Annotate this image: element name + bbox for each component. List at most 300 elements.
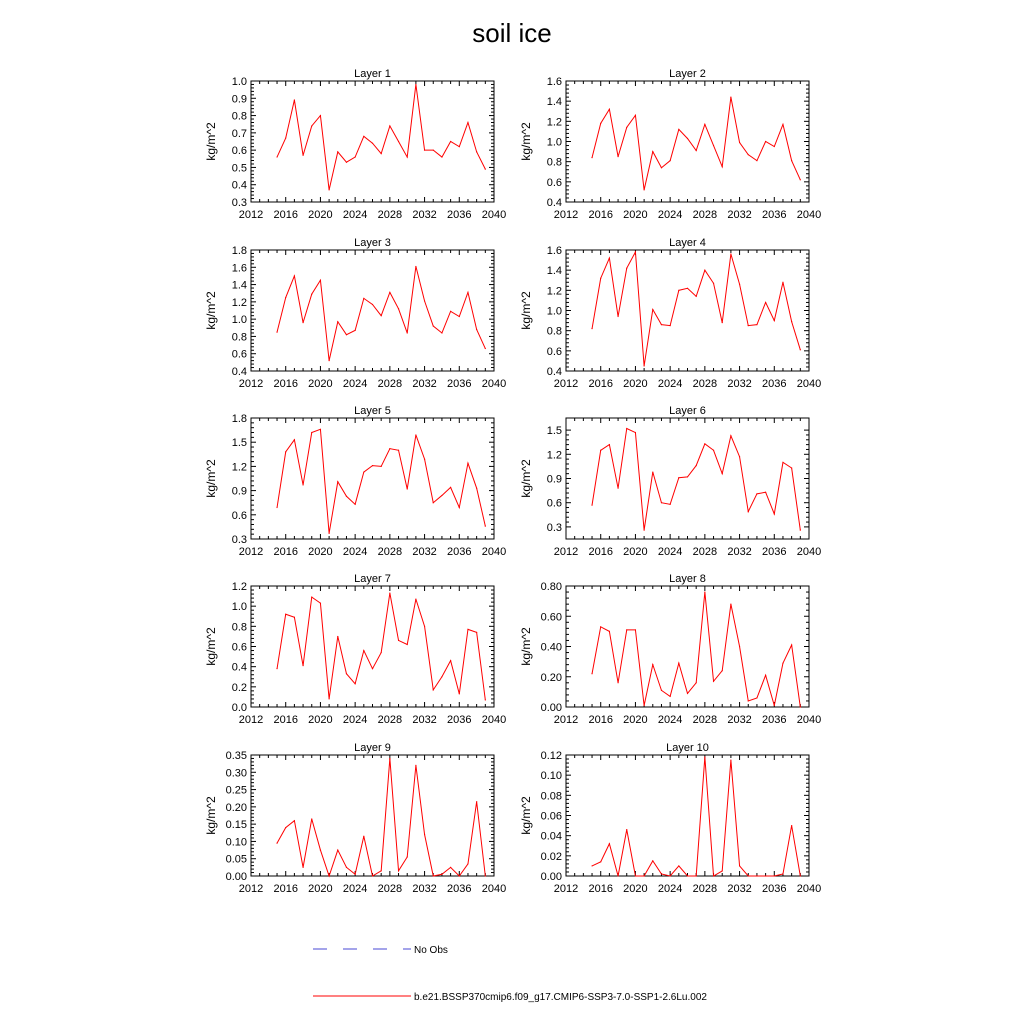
x-tick-label: 2040 bbox=[796, 546, 822, 558]
y-tick-label: 1.2 bbox=[546, 285, 562, 298]
data-point bbox=[329, 875, 330, 876]
data-point bbox=[372, 875, 373, 876]
y-tick-label: 0.9 bbox=[231, 93, 247, 106]
data-point bbox=[424, 834, 425, 835]
y-tick-label: 0.10 bbox=[225, 836, 247, 849]
data-point bbox=[756, 697, 757, 698]
data-point bbox=[407, 644, 408, 645]
data-point bbox=[774, 875, 775, 876]
data-point bbox=[687, 693, 688, 694]
data-point bbox=[337, 636, 338, 637]
plot-frame bbox=[251, 418, 494, 539]
y-tick-label: 0.5 bbox=[231, 162, 247, 175]
y-tick-label: 0.04 bbox=[540, 830, 562, 843]
x-tick-label: 2040 bbox=[481, 378, 507, 390]
data-point bbox=[485, 348, 486, 349]
data-point bbox=[459, 316, 460, 317]
plot-frame bbox=[566, 81, 809, 202]
data-point bbox=[652, 309, 653, 310]
data-point bbox=[687, 138, 688, 139]
data-point bbox=[644, 530, 645, 531]
data-point bbox=[285, 297, 286, 298]
data-point bbox=[415, 765, 416, 766]
plot-frame bbox=[251, 81, 494, 202]
data-point bbox=[591, 505, 592, 506]
y-tick-label: 1.5 bbox=[231, 437, 247, 450]
data-point bbox=[609, 109, 610, 110]
data-point bbox=[600, 861, 601, 862]
y-tick-label: 0.15 bbox=[225, 819, 247, 832]
data-point bbox=[800, 875, 801, 876]
x-tick-label: 2012 bbox=[238, 883, 264, 895]
x-tick-label: 2032 bbox=[727, 546, 752, 558]
data-point bbox=[652, 471, 653, 472]
x-tick-label: 2040 bbox=[796, 209, 822, 221]
data-point bbox=[450, 141, 451, 142]
data-point bbox=[704, 124, 705, 125]
data-point bbox=[459, 693, 460, 694]
data-point bbox=[459, 507, 460, 508]
y-tick-label: 0.30 bbox=[225, 767, 247, 780]
y-tick-label: 0.10 bbox=[540, 770, 562, 783]
data-point bbox=[800, 349, 801, 350]
y-tick-label: 0.40 bbox=[540, 641, 562, 654]
x-tick-label: 2020 bbox=[623, 714, 648, 726]
y-tick-label: 0.80 bbox=[540, 581, 562, 593]
x-tick-label: 2016 bbox=[588, 209, 613, 221]
data-point bbox=[678, 663, 679, 664]
data-point bbox=[730, 253, 731, 254]
data-point bbox=[302, 867, 303, 868]
data-point bbox=[756, 160, 757, 161]
data-point bbox=[337, 481, 338, 482]
data-point bbox=[696, 682, 697, 683]
x-tick-label: 2036 bbox=[447, 546, 472, 558]
x-tick-label: 2016 bbox=[273, 378, 298, 390]
data-point bbox=[617, 875, 618, 876]
data-point bbox=[485, 169, 486, 170]
x-tick-label: 2024 bbox=[657, 883, 683, 895]
data-point bbox=[407, 156, 408, 157]
data-point bbox=[670, 160, 671, 161]
data-point bbox=[626, 829, 627, 830]
data-point bbox=[670, 696, 671, 697]
data-point bbox=[407, 856, 408, 857]
y-tick-label: 0.02 bbox=[540, 850, 562, 863]
data-point bbox=[644, 705, 645, 706]
data-point bbox=[782, 462, 783, 463]
data-point bbox=[363, 650, 364, 651]
plot-frame bbox=[251, 755, 494, 876]
series-line bbox=[277, 758, 485, 876]
data-point bbox=[661, 873, 662, 874]
data-point bbox=[363, 471, 364, 472]
data-point bbox=[381, 466, 382, 467]
y-axis-label: kg/m^2 bbox=[204, 459, 218, 498]
panel-layer-7 bbox=[204, 573, 506, 726]
y-axis-label: kg/m^2 bbox=[204, 291, 218, 330]
x-tick-label: 2040 bbox=[481, 714, 507, 726]
data-point bbox=[320, 849, 321, 850]
x-tick-label: 2040 bbox=[796, 714, 822, 726]
data-point bbox=[635, 115, 636, 116]
data-point bbox=[800, 179, 801, 180]
data-point bbox=[302, 484, 303, 485]
data-point bbox=[398, 640, 399, 641]
data-point bbox=[302, 665, 303, 666]
data-point bbox=[329, 533, 330, 534]
y-tick-label: 0.00 bbox=[540, 871, 562, 883]
data-point bbox=[739, 646, 740, 647]
data-point bbox=[635, 629, 636, 630]
data-point bbox=[748, 325, 749, 326]
data-point bbox=[730, 435, 731, 436]
data-point bbox=[276, 332, 277, 333]
y-tick-label: 0.6 bbox=[546, 176, 562, 189]
data-point bbox=[381, 153, 382, 154]
data-point bbox=[600, 278, 601, 279]
legend-label-no-obs: No Obs bbox=[414, 945, 448, 956]
x-tick-label: 2020 bbox=[623, 883, 648, 895]
data-point bbox=[285, 451, 286, 452]
data-point bbox=[467, 292, 468, 293]
panel-title: Layer 2 bbox=[669, 68, 706, 80]
data-point bbox=[433, 150, 434, 151]
x-tick-label: 2036 bbox=[762, 378, 787, 390]
data-point bbox=[696, 875, 697, 876]
data-point bbox=[441, 874, 442, 875]
x-tick-label: 2028 bbox=[692, 883, 718, 895]
data-point bbox=[363, 298, 364, 299]
data-point bbox=[433, 689, 434, 690]
data-point bbox=[644, 189, 645, 190]
data-point bbox=[774, 146, 775, 147]
data-point bbox=[329, 698, 330, 699]
x-tick-label: 2012 bbox=[553, 883, 579, 895]
data-point bbox=[389, 448, 390, 449]
data-point bbox=[617, 316, 618, 317]
y-axis-label: kg/m^2 bbox=[519, 459, 533, 498]
x-tick-label: 2028 bbox=[377, 714, 403, 726]
y-tick-label: 1.4 bbox=[546, 265, 562, 278]
data-point bbox=[407, 488, 408, 489]
data-point bbox=[730, 604, 731, 605]
data-point bbox=[774, 513, 775, 514]
data-point bbox=[441, 495, 442, 496]
data-point bbox=[704, 443, 705, 444]
data-point bbox=[302, 155, 303, 156]
x-tick-label: 2020 bbox=[623, 546, 648, 558]
series-line bbox=[592, 757, 800, 876]
y-tick-label: 0.4 bbox=[231, 179, 247, 192]
y-tick-label: 1.2 bbox=[546, 449, 562, 462]
y-tick-label: 0.6 bbox=[546, 497, 562, 510]
y-tick-label: 0.4 bbox=[546, 366, 562, 378]
data-point bbox=[467, 863, 468, 864]
data-point bbox=[748, 511, 749, 512]
x-tick-label: 2024 bbox=[342, 209, 368, 221]
data-point bbox=[774, 320, 775, 321]
data-point bbox=[687, 288, 688, 289]
y-tick-label: 1.0 bbox=[231, 601, 247, 614]
data-point bbox=[485, 699, 486, 700]
panel-title: Layer 9 bbox=[354, 742, 391, 754]
data-point bbox=[450, 660, 451, 661]
x-tick-label: 2012 bbox=[553, 209, 579, 221]
x-tick-label: 2028 bbox=[377, 883, 403, 895]
data-point bbox=[591, 157, 592, 158]
data-point bbox=[748, 700, 749, 701]
data-point bbox=[320, 280, 321, 281]
x-tick-label: 2016 bbox=[273, 546, 298, 558]
legend-label-model-run: b.e21.BSSP370cmip6.f09_g17.CMIP6-SSP3-7.0-SSP1-2.6Lu.002 bbox=[414, 992, 707, 1003]
data-point bbox=[398, 870, 399, 871]
x-tick-label: 2032 bbox=[412, 714, 437, 726]
data-point bbox=[635, 432, 636, 433]
panel-title: Layer 6 bbox=[669, 405, 706, 417]
data-point bbox=[617, 488, 618, 489]
data-point bbox=[661, 167, 662, 168]
data-point bbox=[389, 758, 390, 759]
y-tick-label: 0.25 bbox=[225, 784, 247, 797]
data-point bbox=[294, 275, 295, 276]
figure-title: soil ice bbox=[472, 18, 552, 48]
x-tick-label: 2036 bbox=[447, 883, 472, 895]
data-point bbox=[311, 125, 312, 126]
panel-title: Layer 8 bbox=[669, 573, 706, 585]
y-tick-label: 0.7 bbox=[231, 127, 247, 140]
legend bbox=[313, 945, 707, 1003]
data-point bbox=[311, 596, 312, 597]
data-point bbox=[285, 827, 286, 828]
x-tick-label: 2036 bbox=[762, 883, 787, 895]
data-point bbox=[782, 124, 783, 125]
x-tick-label: 2028 bbox=[692, 546, 718, 558]
data-point bbox=[722, 870, 723, 871]
y-tick-label: 1.0 bbox=[546, 305, 562, 318]
x-tick-label: 2024 bbox=[657, 546, 683, 558]
data-point bbox=[722, 322, 723, 323]
data-point bbox=[626, 629, 627, 630]
x-tick-label: 2016 bbox=[588, 714, 613, 726]
data-point bbox=[626, 428, 627, 429]
x-tick-label: 2032 bbox=[412, 209, 437, 221]
data-point bbox=[407, 332, 408, 333]
x-tick-label: 2036 bbox=[762, 546, 787, 558]
x-tick-label: 2032 bbox=[412, 546, 437, 558]
data-point bbox=[739, 284, 740, 285]
x-tick-label: 2036 bbox=[762, 714, 787, 726]
x-tick-label: 2024 bbox=[657, 378, 683, 390]
data-point bbox=[389, 292, 390, 293]
x-tick-label: 2040 bbox=[796, 378, 822, 390]
data-point bbox=[600, 450, 601, 451]
data-point bbox=[600, 123, 601, 124]
y-tick-label: 0.8 bbox=[231, 621, 247, 634]
y-axis-label: kg/m^2 bbox=[519, 796, 533, 835]
data-point bbox=[661, 690, 662, 691]
data-point bbox=[704, 270, 705, 271]
data-point bbox=[424, 626, 425, 627]
x-tick-label: 2028 bbox=[692, 209, 718, 221]
y-axis-label: kg/m^2 bbox=[204, 796, 218, 835]
data-point bbox=[765, 141, 766, 142]
data-point bbox=[661, 502, 662, 503]
x-tick-label: 2024 bbox=[342, 546, 368, 558]
data-point bbox=[389, 125, 390, 126]
data-point bbox=[765, 302, 766, 303]
data-point bbox=[791, 321, 792, 322]
data-point bbox=[748, 875, 749, 876]
series-line bbox=[592, 252, 800, 366]
data-point bbox=[415, 434, 416, 435]
x-tick-label: 2028 bbox=[692, 378, 718, 390]
x-tick-label: 2020 bbox=[623, 378, 648, 390]
y-tick-label: 1.0 bbox=[231, 314, 247, 327]
panel-title: Layer 7 bbox=[354, 573, 391, 585]
data-point bbox=[661, 324, 662, 325]
data-point bbox=[433, 875, 434, 876]
x-tick-label: 2016 bbox=[273, 714, 298, 726]
data-point bbox=[398, 308, 399, 309]
data-point bbox=[626, 268, 627, 269]
y-tick-label: 0.8 bbox=[546, 325, 562, 338]
data-point bbox=[285, 614, 286, 615]
data-point bbox=[276, 507, 277, 508]
data-point bbox=[459, 146, 460, 147]
y-tick-label: 0.60 bbox=[540, 611, 562, 624]
y-tick-label: 0.3 bbox=[231, 197, 247, 209]
data-point bbox=[415, 266, 416, 267]
data-point bbox=[398, 141, 399, 142]
data-point bbox=[591, 673, 592, 674]
x-tick-label: 2040 bbox=[481, 883, 507, 895]
x-tick-label: 2016 bbox=[588, 378, 613, 390]
x-tick-label: 2032 bbox=[727, 714, 752, 726]
data-point bbox=[722, 473, 723, 474]
data-point bbox=[765, 675, 766, 676]
data-point bbox=[311, 432, 312, 433]
y-tick-label: 0.8 bbox=[231, 110, 247, 123]
y-tick-label: 0.20 bbox=[225, 801, 247, 814]
y-axis-label: kg/m^2 bbox=[204, 122, 218, 161]
x-tick-label: 2012 bbox=[238, 378, 264, 390]
series-line bbox=[277, 429, 485, 533]
data-point bbox=[294, 617, 295, 618]
x-tick-label: 2028 bbox=[377, 209, 403, 221]
data-point bbox=[485, 875, 486, 876]
data-point bbox=[441, 332, 442, 333]
y-tick-label: 0.4 bbox=[231, 366, 247, 378]
y-tick-label: 1.2 bbox=[231, 581, 247, 593]
panel-title: Layer 4 bbox=[669, 237, 706, 249]
data-point bbox=[791, 160, 792, 161]
y-tick-label: 0.8 bbox=[231, 331, 247, 344]
panel-layer-9 bbox=[204, 742, 506, 895]
data-point bbox=[320, 429, 321, 430]
data-point bbox=[467, 122, 468, 123]
x-tick-label: 2020 bbox=[308, 209, 333, 221]
y-axis-label: kg/m^2 bbox=[204, 627, 218, 666]
y-tick-label: 0.6 bbox=[231, 145, 247, 158]
data-point bbox=[730, 97, 731, 98]
data-point bbox=[433, 502, 434, 503]
data-point bbox=[591, 328, 592, 329]
y-tick-label: 0.06 bbox=[540, 810, 562, 823]
x-tick-label: 2032 bbox=[412, 883, 437, 895]
x-tick-label: 2024 bbox=[657, 209, 683, 221]
y-tick-label: 0.08 bbox=[540, 790, 562, 803]
data-point bbox=[652, 664, 653, 665]
data-point bbox=[600, 626, 601, 627]
data-point bbox=[644, 365, 645, 366]
data-point bbox=[756, 875, 757, 876]
y-tick-label: 1.2 bbox=[231, 461, 247, 474]
data-point bbox=[372, 465, 373, 466]
y-tick-label: 0.6 bbox=[231, 348, 247, 361]
y-tick-label: 1.0 bbox=[231, 76, 247, 88]
data-point bbox=[311, 293, 312, 294]
data-point bbox=[450, 487, 451, 488]
x-tick-label: 2032 bbox=[727, 378, 752, 390]
y-tick-label: 0.9 bbox=[231, 485, 247, 498]
data-point bbox=[774, 705, 775, 706]
data-point bbox=[346, 334, 347, 335]
data-point bbox=[476, 632, 477, 633]
y-tick-label: 0.00 bbox=[540, 702, 562, 714]
x-tick-label: 2020 bbox=[308, 714, 333, 726]
data-point bbox=[476, 801, 477, 802]
data-point bbox=[294, 99, 295, 100]
panel-layer-10 bbox=[519, 742, 821, 895]
data-point bbox=[782, 663, 783, 664]
x-tick-label: 2040 bbox=[481, 546, 507, 558]
y-tick-label: 0.00 bbox=[225, 871, 247, 883]
x-tick-label: 2012 bbox=[238, 546, 264, 558]
data-point bbox=[355, 683, 356, 684]
plot-frame bbox=[566, 250, 809, 371]
plot-frame bbox=[566, 586, 809, 707]
data-point bbox=[687, 875, 688, 876]
data-point bbox=[415, 84, 416, 85]
data-point bbox=[739, 142, 740, 143]
panel-layer-2 bbox=[519, 68, 821, 221]
data-point bbox=[441, 156, 442, 157]
panel-title: Layer 1 bbox=[354, 68, 391, 80]
data-point bbox=[617, 682, 618, 683]
data-point bbox=[626, 127, 627, 128]
plot-frame bbox=[566, 418, 809, 539]
data-point bbox=[687, 476, 688, 477]
y-tick-label: 0.6 bbox=[231, 641, 247, 654]
data-point bbox=[591, 865, 592, 866]
data-point bbox=[302, 322, 303, 323]
data-point bbox=[346, 162, 347, 163]
data-point bbox=[355, 504, 356, 505]
data-point bbox=[355, 156, 356, 157]
data-point bbox=[485, 525, 486, 526]
series-line bbox=[277, 266, 485, 360]
x-tick-label: 2032 bbox=[412, 378, 437, 390]
data-point bbox=[450, 311, 451, 312]
data-point bbox=[355, 330, 356, 331]
data-point bbox=[696, 150, 697, 151]
data-point bbox=[355, 874, 356, 875]
data-point bbox=[459, 875, 460, 876]
data-point bbox=[713, 145, 714, 146]
data-point bbox=[467, 629, 468, 630]
x-tick-label: 2020 bbox=[308, 546, 333, 558]
